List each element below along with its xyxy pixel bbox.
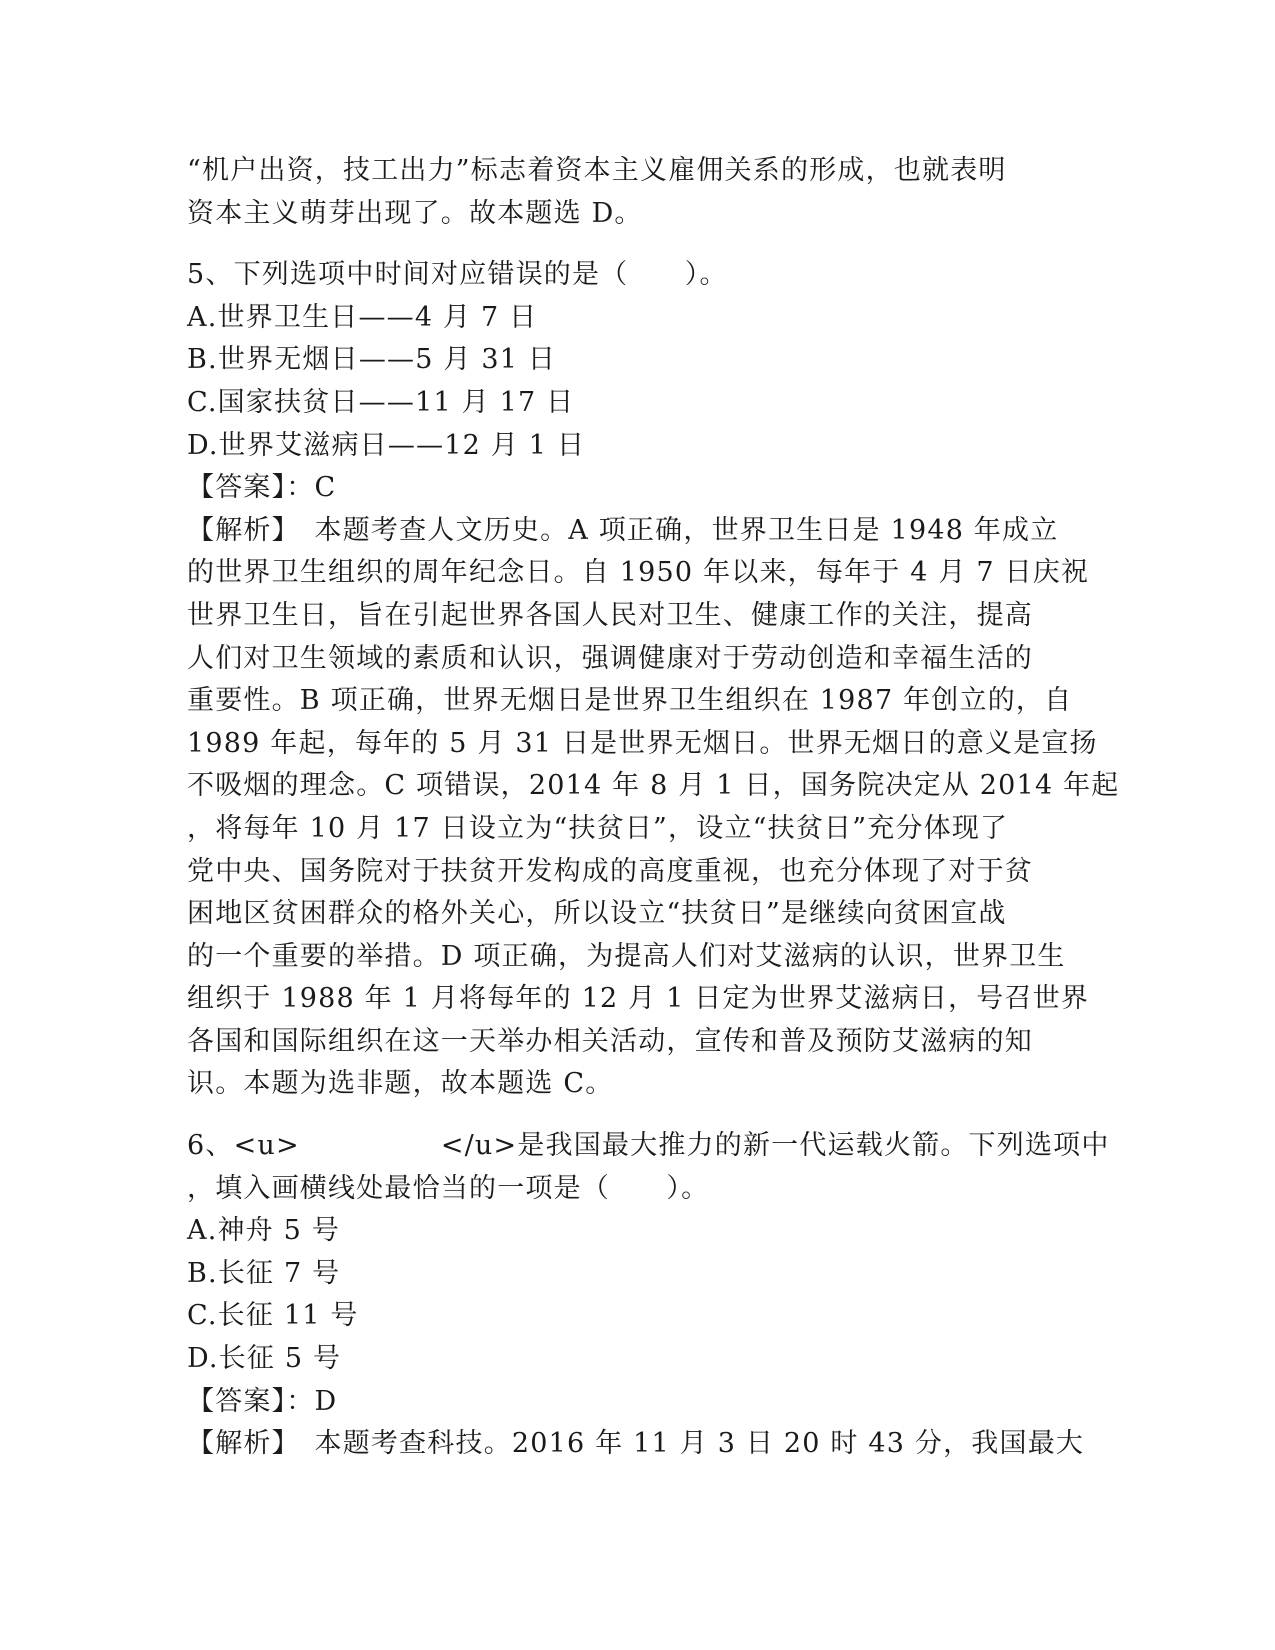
question-6 xyxy=(187,1125,1110,1466)
explanation-line: ，将每年 10 月 17 日设立为“扶贫日”，设立“扶贫日”充分体现了 xyxy=(187,812,1009,844)
intro-paragraph xyxy=(187,150,1087,235)
explanation-line: 的世界卫生组织的周年纪念日。自 1950 年以来，每年于 4 月 7 日庆祝 xyxy=(187,557,1090,589)
explanation-line: 组织于 1988 年 1 月将每年的 12 月 1 日定为世界艾滋病日，号召世界 xyxy=(187,983,1090,1015)
intro-line: 资本主义萌芽出现了。故本题选 D。 xyxy=(187,197,643,229)
question-6-option-d: D.长征 5 号 xyxy=(187,1343,342,1375)
question-6-answer: 【答案】：D xyxy=(187,1385,338,1417)
question-5-option-a: A.世界卫生日——4 月 7 日 xyxy=(187,301,538,333)
explanation-line: 识。本题为选非题，故本题选 C。 xyxy=(187,1068,614,1100)
explanation-line: 各国和国际组织在这一天举办相关活动，宣传和普及预防艾滋病的知 xyxy=(187,1025,1033,1057)
question-6-option-c: C.长征 11 号 xyxy=(187,1300,359,1332)
question-6-explanation xyxy=(187,1423,1087,1466)
question-6-option-b: B.长征 7 号 xyxy=(187,1257,341,1289)
explanation-line: 【解析】 本题考查人文历史。A 项正确，世界卫生日是 1948 年成立 xyxy=(187,514,1059,546)
explanation-line: 世界卫生日，旨在引起世界各国人民对卫生、健康工作的关注，提高 xyxy=(187,599,1033,631)
explanation-line: 不吸烟的理念。C 项错误，2014 年 8 月 1 日，国务院决定从 2014 年起 xyxy=(187,770,1120,802)
explanation-line: 重要性。B 项正确，世界无烟日是世界卫生组织在 1987 年创立的，自 xyxy=(187,685,1073,717)
question-5-option-c: C.国家扶贫日——11 月 17 日 xyxy=(187,386,575,418)
explanation-line: 人们对卫生领域的素质和认识，强调健康对于劳动创造和幸福生活的 xyxy=(187,642,1033,674)
explanation-line: 的一个重要的举措。D 项正确，为提高人们对艾滋病的认识，世界卫生 xyxy=(187,940,1066,972)
question-6-option-a: A.神舟 5 号 xyxy=(187,1215,341,1247)
explanation-line: 党中央、国务院对于扶贫开发构成的高度重视，也充分体现了对于贫 xyxy=(187,855,1033,887)
explanation-line: 1989 年起，每年的 5 月 31 日是世界无烟日。世界无烟日的意义是宣扬 xyxy=(187,727,1098,759)
question-5-explanation xyxy=(187,510,1120,1106)
question-5-option-b: B.世界无烟日——5 月 31 日 xyxy=(187,344,557,376)
question-6-stem: ，填入画横线处最恰当的一项是（ ）。 xyxy=(187,1172,710,1204)
question-5-option-d: D.世界艾滋病日——12 月 1 日 xyxy=(187,429,586,461)
document-page xyxy=(187,150,1120,1466)
explanation-line: 困地区贫困群众的格外关心，所以设立“扶贫日”是继续向贫困宣战 xyxy=(187,898,1007,930)
question-5 xyxy=(187,254,1120,1106)
question-6-stem: 6、<u> </u>是我国最大推力的新一代运载火箭。下列选项中 xyxy=(187,1130,1110,1162)
intro-line: “机户出资，技工出力”标志着资本主义雇佣关系的形成，也就表明 xyxy=(187,155,1007,186)
question-5-stem: 5、下列选项中时间对应错误的是（ ）。 xyxy=(187,259,728,291)
question-5-answer: 【答案】：C xyxy=(187,472,337,504)
explanation-line: 【解析】 本题考查科技。2016 年 11 月 3 日 20 时 43 分，我国最大 xyxy=(187,1428,1085,1460)
